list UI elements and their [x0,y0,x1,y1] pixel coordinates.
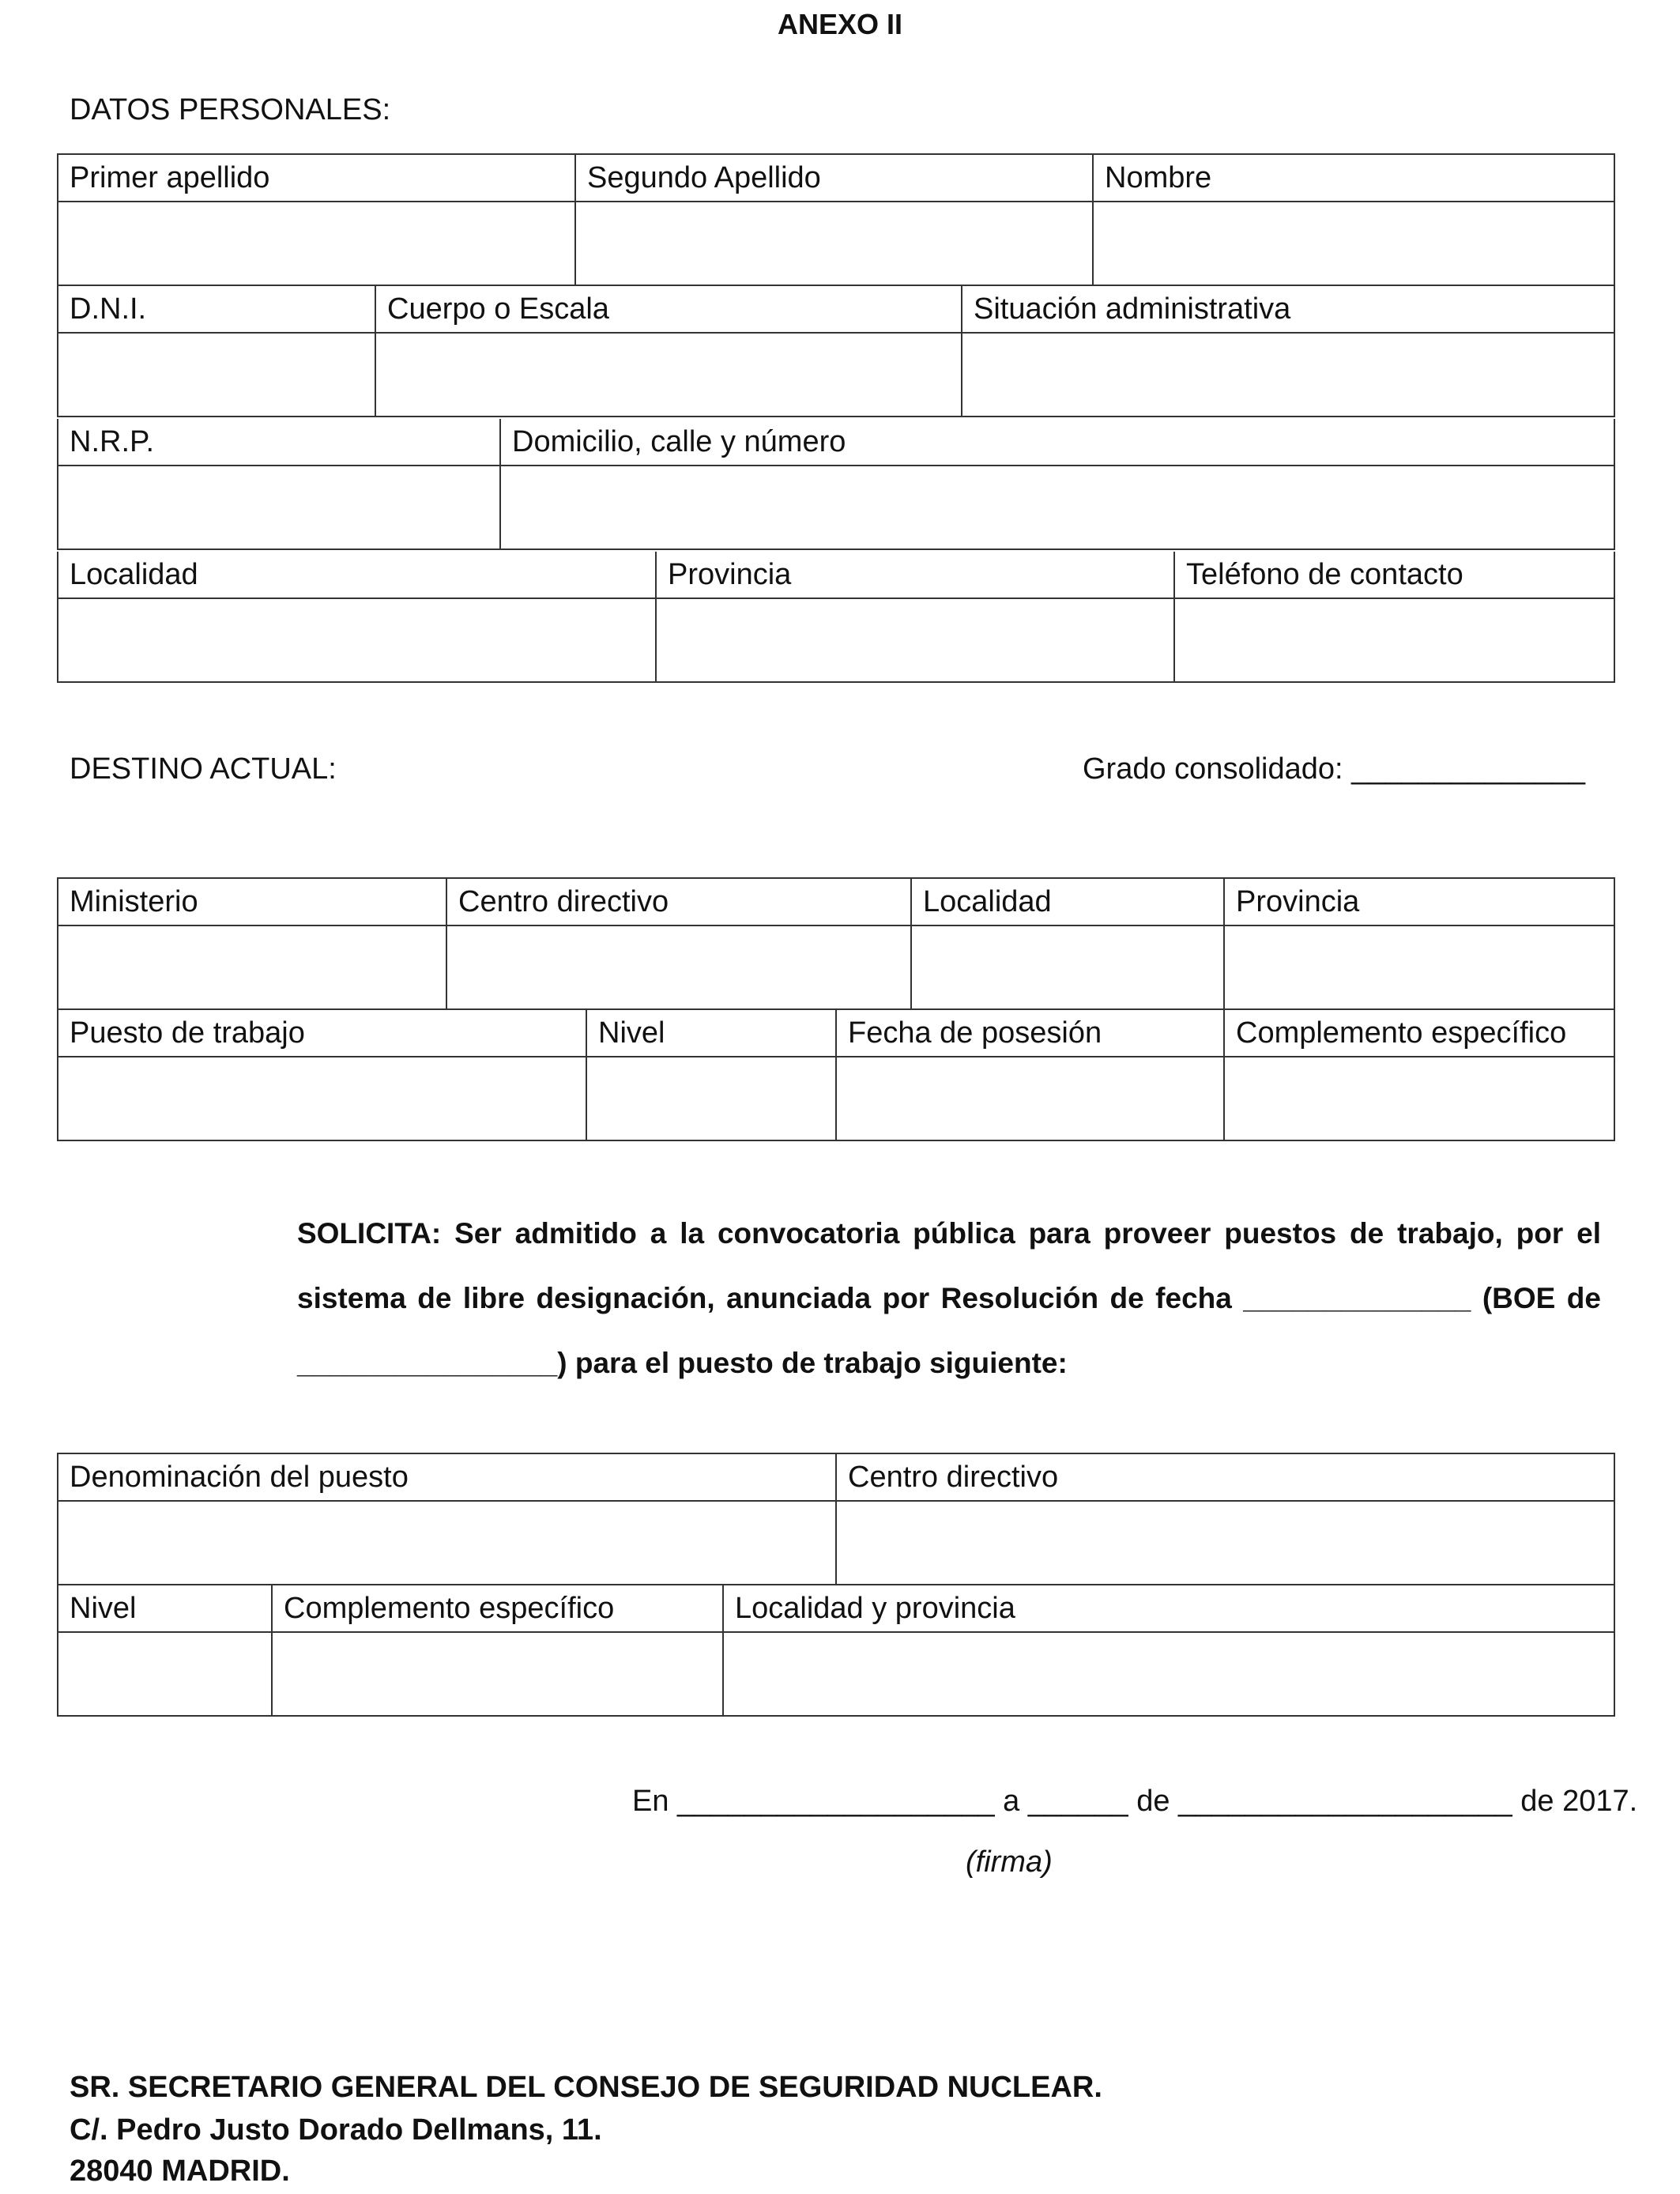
ministerio-field[interactable] [58,926,447,1010]
nivel-destino-label: Nivel [587,1010,837,1057]
personal-data-table-row1 [57,153,1615,286]
firma-label: (firma) [966,1845,1053,1879]
personal-data-table-row4 [57,552,1615,683]
complemento-puesto-label: Complemento específico [273,1585,724,1633]
localidad-provincia-label: Localidad y provincia [724,1585,1615,1633]
provincia-label: Provincia [657,552,1175,599]
destinatario-line1: SR. SECRETARIO GENERAL DEL CONSEJO DE SEGURIDAD NUCLEAR. [70,2071,1102,2104]
situacion-administrativa-label: Situación administrativa [962,286,1615,334]
grado-consolidado-field[interactable]: Grado consolidado: ______________ [1083,752,1585,786]
nombre-label: Nombre [1094,155,1615,202]
domicilio-field[interactable] [501,466,1615,550]
complemento-puesto-field[interactable] [273,1633,724,1717]
provincia-field[interactable] [657,599,1175,683]
puesto-trabajo-label: Puesto de trabajo [58,1010,587,1057]
page-title: ANEXO II [777,8,903,40]
destino-table-row2 [57,1010,1615,1141]
cuerpo-escala-label: Cuerpo o Escala [376,286,962,334]
complemento-destino-field[interactable] [1225,1057,1615,1141]
nivel-destino-field[interactable] [587,1057,837,1141]
centro-directivo-label: Centro directivo [447,879,912,926]
localidad-field[interactable] [58,599,657,683]
provincia-destino-label: Provincia [1225,879,1615,926]
puesto-trabajo-field[interactable] [58,1057,587,1141]
domicilio-label: Domicilio, calle y número [501,419,1615,466]
puesto-table-row1 [57,1453,1615,1585]
nivel-puesto-label: Nivel [58,1585,273,1633]
cuerpo-escala-field[interactable] [376,334,962,417]
personal-data-table-row3 [57,419,1615,550]
nombre-field[interactable] [1094,202,1615,286]
segundo-apellido-field[interactable] [576,202,1094,286]
situacion-administrativa-field[interactable] [962,334,1615,417]
telefono-field[interactable] [1175,599,1615,683]
telefono-label: Teléfono de contacto [1175,552,1615,599]
dni-field[interactable] [58,334,376,417]
localidad-label: Localidad [58,552,657,599]
destinatario-line3: 28040 MADRID. [70,2154,290,2188]
denominacion-puesto-field[interactable] [58,1502,837,1585]
nrp-field[interactable] [58,466,501,550]
nivel-puesto-field[interactable] [58,1633,273,1717]
localidad-destino-field[interactable] [912,926,1225,1010]
provincia-destino-field[interactable] [1225,926,1615,1010]
ministerio-label: Ministerio [58,879,447,926]
complemento-destino-label: Complemento específico [1225,1010,1615,1057]
destinatario-line2: C/. Pedro Justo Dorado Dellmans, 11. [70,2113,602,2147]
centro-directivo-puesto-label: Centro directivo [837,1454,1615,1502]
solicita-paragraph: SOLICITA: Ser admitido a la convocatoria pública para proveer puestos de trabajo, por el sistema de libre designación, anunciada por Resolución de fecha ______________ (BOE de ________________) para el puesto de trabajo siguiente: [297,1217,1601,1379]
centro-directivo-puesto-field[interactable] [837,1502,1615,1585]
fecha-posesion-field[interactable] [837,1057,1225,1141]
primer-apellido-field[interactable] [58,202,576,286]
destino-actual-heading: DESTINO ACTUAL: [70,752,337,786]
personal-data-table-row2 [57,286,1615,417]
puesto-table-row2 [57,1585,1615,1717]
centro-directivo-field[interactable] [447,926,912,1010]
primer-apellido-label: Primer apellido [58,155,576,202]
fecha-posesion-label: Fecha de posesión [837,1010,1225,1057]
localidad-destino-label: Localidad [912,879,1225,926]
datos-personales-heading: DATOS PERSONALES: [70,93,391,126]
denominacion-puesto-label: Denominación del puesto [58,1454,837,1502]
dni-label: D.N.I. [58,286,376,334]
fecha-line[interactable]: En ___________________ a ______ de ____________________ de 2017. [632,1785,1638,1818]
nrp-label: N.R.P. [58,419,501,466]
segundo-apellido-label: Segundo Apellido [576,155,1094,202]
destino-table-row1 [57,877,1615,1010]
localidad-provincia-field[interactable] [724,1633,1615,1717]
